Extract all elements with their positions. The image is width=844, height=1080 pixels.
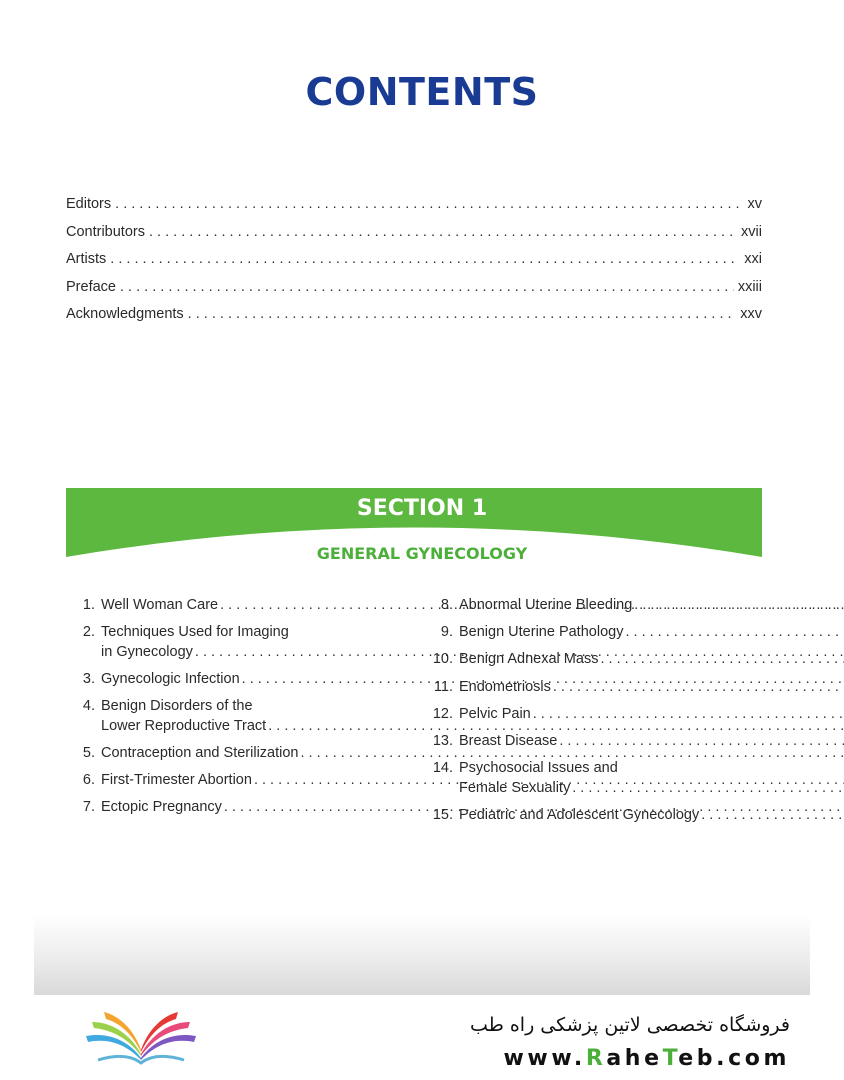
chapter-title-line: in Gynecology <box>101 643 193 660</box>
chapter-number: 3. <box>82 670 95 687</box>
leader-dots <box>634 596 844 616</box>
leader-dots <box>559 732 844 752</box>
chapter-number: 9. <box>440 624 453 641</box>
chapter-title: First-Trimester Abortion <box>101 772 252 789</box>
leader-dots <box>149 224 737 240</box>
url-part-accent: T <box>662 1046 679 1071</box>
chapter-entry-11[interactable] <box>424 678 762 698</box>
chapter-title: Ectopic Pregnancy <box>101 799 222 816</box>
leader-dots <box>553 678 844 698</box>
store-name: فروشگاه تخصصی لاتین پزشکی راه طب <box>470 1014 790 1036</box>
toc-entry-label: Artists <box>66 251 107 268</box>
url-part-accent: R <box>585 1046 607 1071</box>
toc-entry-page: xv <box>747 196 762 212</box>
toc-entry-page: xxiii <box>737 278 762 295</box>
section-number: SECTION 1 <box>356 496 488 521</box>
footer-shadow <box>34 915 810 995</box>
chapter-number: 8. <box>440 597 453 613</box>
chapter-entry-3[interactable] <box>66 670 401 690</box>
chapter-number: 13. <box>432 732 453 749</box>
chapter-title: Benign Adnexal Mass <box>459 651 599 668</box>
chapter-entry-9[interactable] <box>424 623 762 643</box>
chapter-title: Breast Disease <box>459 732 558 749</box>
toc-entry-preface[interactable] <box>66 279 762 307</box>
chapter-title-line: Psychosocial Issues and <box>459 760 618 777</box>
chapter-title: Well Woman Care <box>101 597 219 613</box>
chapter-title: Pediatric and Adolescent Gynecology <box>459 806 700 823</box>
chapter-number: 14. <box>432 760 453 777</box>
chapter-entry-13[interactable] <box>424 732 762 752</box>
chapter-entry-2[interactable] <box>66 623 401 662</box>
toc-entry-acknowledgments[interactable] <box>66 306 762 334</box>
chapter-number: 2. <box>82 624 95 641</box>
chapter-title: Gynecologic Infection <box>101 670 240 687</box>
toc-entry-label: Editors <box>66 196 112 212</box>
chapter-title-line: Female Sexuality <box>459 779 571 796</box>
front-matter-list <box>66 196 762 334</box>
chapter-number: 11. <box>433 678 453 695</box>
chapter-number: 10. <box>432 651 453 668</box>
chapter-number: 15. <box>432 806 453 823</box>
toc-entry-artists[interactable] <box>66 251 762 279</box>
chapter-entry-10[interactable] <box>424 650 762 670</box>
chapter-number: 7. <box>82 799 95 816</box>
chapter-title: Benign Uterine Pathology <box>459 624 624 641</box>
toc-entry-label: Acknowledgments <box>66 306 184 323</box>
chapter-number: 5. <box>82 744 95 761</box>
toc-entry-contributors[interactable] <box>66 224 762 252</box>
leader-dots <box>110 251 740 267</box>
chapter-list-left <box>66 596 401 826</box>
toc-entry-page: xvii <box>741 223 762 240</box>
leader-dots <box>120 279 734 295</box>
chapter-entry-14[interactable] <box>424 759 762 798</box>
chapter-entry-15[interactable] <box>424 806 762 826</box>
leader-dots <box>533 705 844 725</box>
store-url[interactable] <box>450 1046 790 1071</box>
chapter-title: Contraception and Sterilization <box>101 744 299 761</box>
chapter-title-line: Benign Disorders of the <box>101 698 253 715</box>
toc-entry-page: xxv <box>740 306 762 323</box>
chapter-title: Pelvic Pain <box>459 705 531 722</box>
leader-dots <box>188 306 737 322</box>
chapter-title-line: Techniques Used for Imaging <box>101 624 289 641</box>
page-title: CONTENTS <box>305 70 539 114</box>
chapter-number: 4. <box>82 698 95 715</box>
chapter-entry-6[interactable] <box>66 771 401 791</box>
leader-dots <box>115 196 743 212</box>
chapter-title-line: Lower Reproductive Tract <box>101 717 267 734</box>
chapter-entry-7[interactable] <box>66 798 401 818</box>
chapter-number: 1. <box>82 597 95 613</box>
chapter-title: Endometriosis <box>459 678 551 695</box>
leader-dots <box>600 650 844 670</box>
leader-dots <box>701 806 844 826</box>
leader-dots <box>572 779 844 799</box>
url-part: eb.com <box>678 1046 790 1071</box>
chapter-list-right <box>424 596 762 833</box>
section-name: GENERAL GYNECOLOGY <box>316 544 528 563</box>
chapter-entry-8[interactable] <box>424 596 762 616</box>
url-part: ahe <box>606 1046 663 1071</box>
toc-entry-label: Contributors <box>66 223 145 240</box>
chapter-number: 12. <box>432 705 453 722</box>
chapter-title: Abnormal Uterine Bleeding <box>459 597 633 613</box>
toc-entry-page: xxi <box>744 251 762 268</box>
leader-dots <box>625 623 844 643</box>
chapter-entry-5[interactable] <box>66 744 401 764</box>
chapter-number: 6. <box>82 772 95 789</box>
chapter-entry-1[interactable] <box>66 596 401 616</box>
url-part: www. <box>503 1046 586 1071</box>
chapter-entry-12[interactable] <box>424 705 762 725</box>
toc-entry-label: Preface <box>66 278 116 295</box>
toc-entry-editors[interactable] <box>66 196 762 224</box>
open-book-logo-icon <box>78 1010 204 1066</box>
chapter-entry-4[interactable] <box>66 697 401 736</box>
